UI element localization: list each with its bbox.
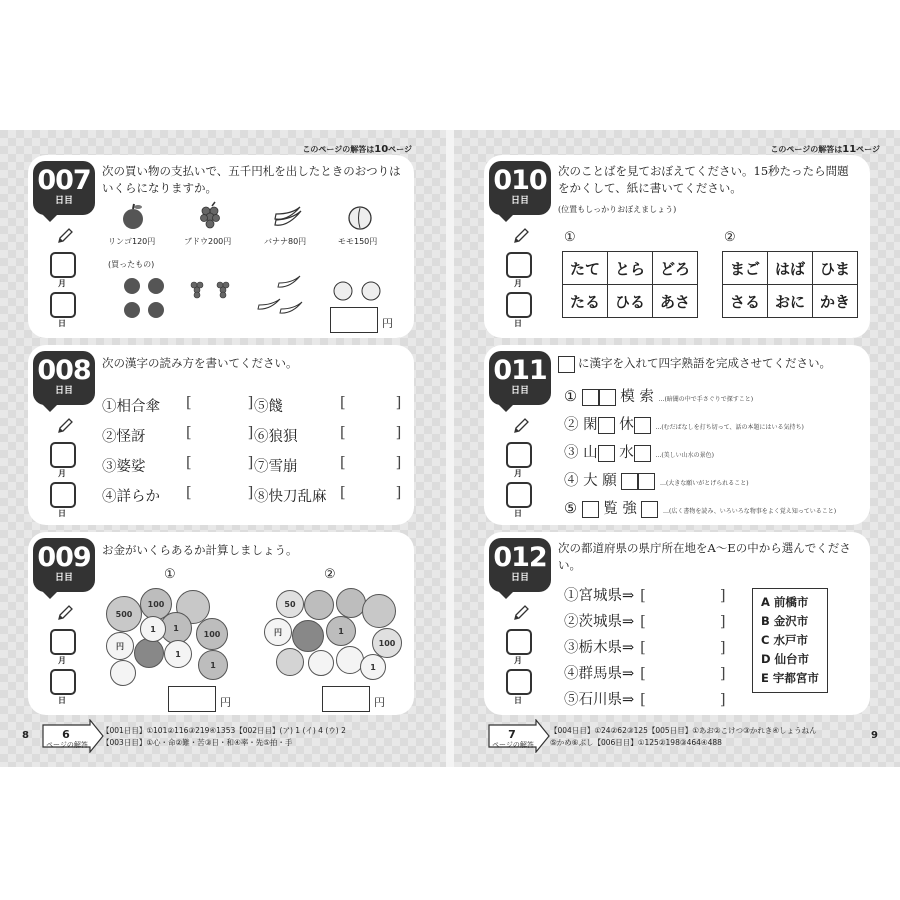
page-number: 9 bbox=[871, 730, 878, 741]
reading-item: ⑧快刀乱麻 bbox=[254, 489, 327, 505]
page-gutter bbox=[446, 130, 454, 767]
reading-item: ①相合傘 bbox=[102, 399, 160, 415]
peach-icon bbox=[332, 280, 382, 302]
month-checkbox[interactable] bbox=[506, 629, 532, 655]
day-badge: 012 日目 bbox=[489, 538, 551, 592]
prefecture-item: ③栃木県⇒ [ ] bbox=[564, 640, 726, 656]
choices-box: A 前橋市 B 金沢市 C 水戸市 D 仙台市 E 宇都宮市 bbox=[752, 588, 828, 693]
idiom-row-3: ③ 山 水 …(美しい山水の景色) bbox=[564, 445, 715, 461]
day-checkbox[interactable] bbox=[50, 669, 76, 695]
day-checkbox[interactable] bbox=[506, 669, 532, 695]
question-card-012: 012 日目 月 日 次の都道府県の県庁所在地をA〜Eの中から選んでください。 ①宮城県⇒ [ ] ②茨城県⇒ [ ] ③栃木県⇒ [ ] ④群馬県⇒ [ ] ⑤石川県⇒ [ ] A 前橋市 B 金沢市 C 水戸市 D 仙台市 E 宇都宮市 bbox=[484, 532, 870, 715]
page-number: 8 bbox=[22, 730, 29, 741]
day-checkbox[interactable] bbox=[50, 292, 76, 318]
prefecture-item: ⑤石川県⇒ [ ] bbox=[564, 692, 726, 708]
word-grid-1: たて とら どろ たる ひる あさ bbox=[562, 251, 698, 318]
pencil-icon bbox=[56, 417, 74, 435]
question-card-007: 007 日目 月 日 次の買い物の支払いで、五千円札を出したときのおつりはいくらになりますか。 リンゴ120円 ブドウ200円 バナナ80円 モモ150円 (買ったもの) 円 bbox=[28, 155, 414, 338]
idiom-row-1: ① 模 索 …(暗闇の中で手さぐりで探すこと) bbox=[564, 389, 754, 405]
question-text: お金がいくらあるか計算しましょう。 bbox=[102, 543, 298, 557]
day-checkbox[interactable] bbox=[506, 482, 532, 508]
question-text: 次の買い物の支払いで、五千円札を出したときのおつりはいくらになりますか。 bbox=[102, 164, 401, 195]
right-header-note: このページの解答は11ページ bbox=[770, 144, 880, 155]
question-card-010: 010 日目 月 日 次のことばを見ておぼえてください。15秒たったら問題をかくして、紙に書いてください。 (位置もしっかりおぼえましょう) ① ② たて とら どろ たる ひる あさ まご はば ひま さる おに かき bbox=[484, 155, 870, 338]
right-page: このページの解答は11ページ 010 日目 月 日 次のことばを見ておぼえてください。15秒たったら問題をかくして、紙に書いてください。 (位置もしっかりおぼえましょう) ① ② たて とら どろ たる ひる あさ まご はば ひま さる おに かき 011 日目 月 日 に漢字を入れて四字熟語を完成させてください。 ① 模 索 …(暗闇の中で手さぐりで探すこと) ② 閑 休 …(むだばなしを打ち切って、話の本題にはいる気持ち) ③ 山 水 …(美しい山水の景色) ④ 大 願 …(大きな願いがとげられること) ⑤ 覧 強 …(広く書物を読み、いろいろな物事をよく覚え知っていること) 012 日目 月 日 次の都道府県の県庁所在地をA〜Eの中から選んでください。 ①宮城県⇒ [ ] ②茨城県⇒ [ ] ③栃木県⇒ [ ] ④群馬県⇒ [ ] ⑤石川県⇒ [ ] A 前橋市 B 金沢市 C 水戸市 D 仙台市 E 宇都宮市 9 7 ページの解答 【004日目】①24②62③125【005日目】①あお②こけつ③かれき④しょうねん ⑤かめ⑥ぶし【006日目】①125②198③464④488 bbox=[454, 130, 900, 767]
answer-bracket[interactable]: [ ] bbox=[186, 485, 254, 501]
pencil-icon bbox=[512, 604, 530, 622]
prefecture-item: ①宮城県⇒ [ ] bbox=[564, 588, 726, 604]
answer-bracket[interactable]: [ ] bbox=[186, 395, 254, 411]
month-checkbox[interactable] bbox=[50, 252, 76, 278]
reading-item: ③婆娑 bbox=[102, 459, 146, 475]
grape-icon bbox=[188, 277, 240, 303]
left-page: このページの解答は10ページ 007 日目 月 日 次の買い物の支払いで、五千円札を出したときのおつりはいくらになりますか。 リンゴ120円 ブドウ200円 バナナ80円 モモ150円 (買ったもの) 円 008 日目 月 日 次の漢字の読み方を書いてください。 ①相合傘 ②怪訝 ③婆娑 ④詳らか [ ] [ ] [ ] [ ] ⑤餞 ⑥狼狽 ⑦雪崩 ⑧快刀乱麻 [ ] [ ] [ ] [ ] 009 日目 月 日 お金がいくらあるか計算しましょう。 ① ② 500 100 円 1 100 1 1 1 円 50 円 1 100 1 円 8 6 ページの解答 【001日目】①101②116③219④1353【002日目】(ア) 1 (イ) 4 (ウ) 2 【003日目】①心・命②難・苦③日・和④率・先⑤拍・手 bbox=[0, 130, 446, 767]
prefecture-item: ②茨城県⇒ [ ] bbox=[564, 614, 726, 630]
idiom-row-2: ② 閑 休 …(むだばなしを打ち切って、話の本題にはいる気持ち) bbox=[564, 417, 804, 433]
banana-icon bbox=[256, 273, 304, 319]
answer-box[interactable] bbox=[330, 307, 378, 333]
question-text: に漢字を入れて四字熟語を完成させてください。 bbox=[558, 355, 831, 373]
day-checkbox[interactable] bbox=[50, 482, 76, 508]
answer-bracket[interactable]: [ ] bbox=[340, 425, 402, 441]
day-badge: 009 日目 bbox=[33, 538, 95, 592]
question-card-008: 008 日目 月 日 次の漢字の読み方を書いてください。 ①相合傘 ②怪訝 ③婆娑 ④詳らか [ ] [ ] [ ] [ ] ⑤餞 ⑥狼狽 ⑦雪崩 ⑧快刀乱麻 [ ] [ ] [ ] [ ] bbox=[28, 345, 414, 525]
question-text: 次の都道府県の県庁所在地をA〜Eの中から選んでください。 bbox=[558, 541, 851, 572]
question-card-011: 011 日目 月 日 に漢字を入れて四字熟語を完成させてください。 ① 模 索 …(暗闇の中で手さぐりで探すこと) ② 閑 休 …(むだばなしを打ち切って、話の本題にはいる気持ち) ③ 山 水 …(美しい山水の景色) ④ 大 願 …(大きな願いがとげられること) ⑤ 覧 強 …(広く書物を読み、いろいろな物事をよく覚え知っていること) bbox=[484, 345, 870, 525]
month-checkbox[interactable] bbox=[506, 442, 532, 468]
question-card-009: 009 日目 月 日 お金がいくらあるか計算しましょう。 ① ② 500 100 円 1 100 1 1 1 円 50 円 1 100 1 円 bbox=[28, 532, 414, 715]
day-checkbox[interactable] bbox=[506, 292, 532, 318]
pencil-icon bbox=[56, 227, 74, 245]
reading-item: ⑤餞 bbox=[254, 399, 283, 415]
reading-item: ⑦雪崩 bbox=[254, 459, 298, 475]
answer-bracket[interactable]: [ ] bbox=[340, 395, 402, 411]
pencil-icon bbox=[512, 417, 530, 435]
left-header-note: このページの解答は10ページ bbox=[302, 144, 412, 155]
prefecture-item: ④群馬県⇒ [ ] bbox=[564, 666, 726, 682]
answer-box[interactable] bbox=[168, 686, 216, 712]
reading-item: ④詳らか bbox=[102, 489, 160, 505]
pencil-icon bbox=[56, 604, 74, 622]
day-badge: 007 日目 bbox=[33, 161, 95, 215]
answer-bracket[interactable]: [ ] bbox=[186, 425, 254, 441]
peach-icon bbox=[346, 203, 374, 231]
idiom-row-4: ④ 大 願 …(大きな願いがとげられること) bbox=[564, 473, 749, 489]
footer-answers: 【001日目】①101②116③219④1353【002日目】(ア) 1 (イ) 4 (ウ) 2 【003日目】①心・命②難・苦③日・和④率・先⑤拍・手 bbox=[102, 726, 346, 747]
footer-answers: 【004日目】①24②62③125【005日目】①あお②こけつ③かれき④しょうねん ⑤かめ⑥ぶし【006日目】①125②198③464④488 bbox=[550, 726, 817, 747]
day-badge: 011 日目 bbox=[489, 351, 551, 405]
grape-icon bbox=[198, 201, 224, 231]
pencil-icon bbox=[512, 227, 530, 245]
word-grid-2: まご はば ひま さる おに かき bbox=[722, 251, 858, 318]
question-text: 次の漢字の読み方を書いてください。 bbox=[102, 356, 298, 370]
answer-bracket[interactable]: [ ] bbox=[340, 455, 402, 471]
day-badge: 008 日目 bbox=[33, 351, 95, 405]
idiom-row-5: ⑤ 覧 強 …(広く書物を読み、いろいろな物事をよく覚え知っていること) bbox=[564, 501, 837, 517]
month-checkbox[interactable] bbox=[50, 629, 76, 655]
month-checkbox[interactable] bbox=[50, 442, 76, 468]
answer-bracket[interactable]: [ ] bbox=[186, 455, 254, 471]
day-badge: 010 日目 bbox=[489, 161, 551, 215]
reading-item: ⑥狼狽 bbox=[254, 429, 298, 445]
answer-box[interactable] bbox=[322, 686, 370, 712]
apple-icon bbox=[120, 272, 170, 324]
answer-bracket[interactable]: [ ] bbox=[340, 485, 402, 501]
month-checkbox[interactable] bbox=[506, 252, 532, 278]
banana-icon bbox=[272, 205, 304, 229]
question-text: 次のことばを見ておぼえてください。15秒たったら問題をかくして、紙に書いてください。 bbox=[558, 164, 849, 195]
reading-item: ②怪訝 bbox=[102, 429, 146, 445]
apple-icon bbox=[120, 203, 146, 231]
